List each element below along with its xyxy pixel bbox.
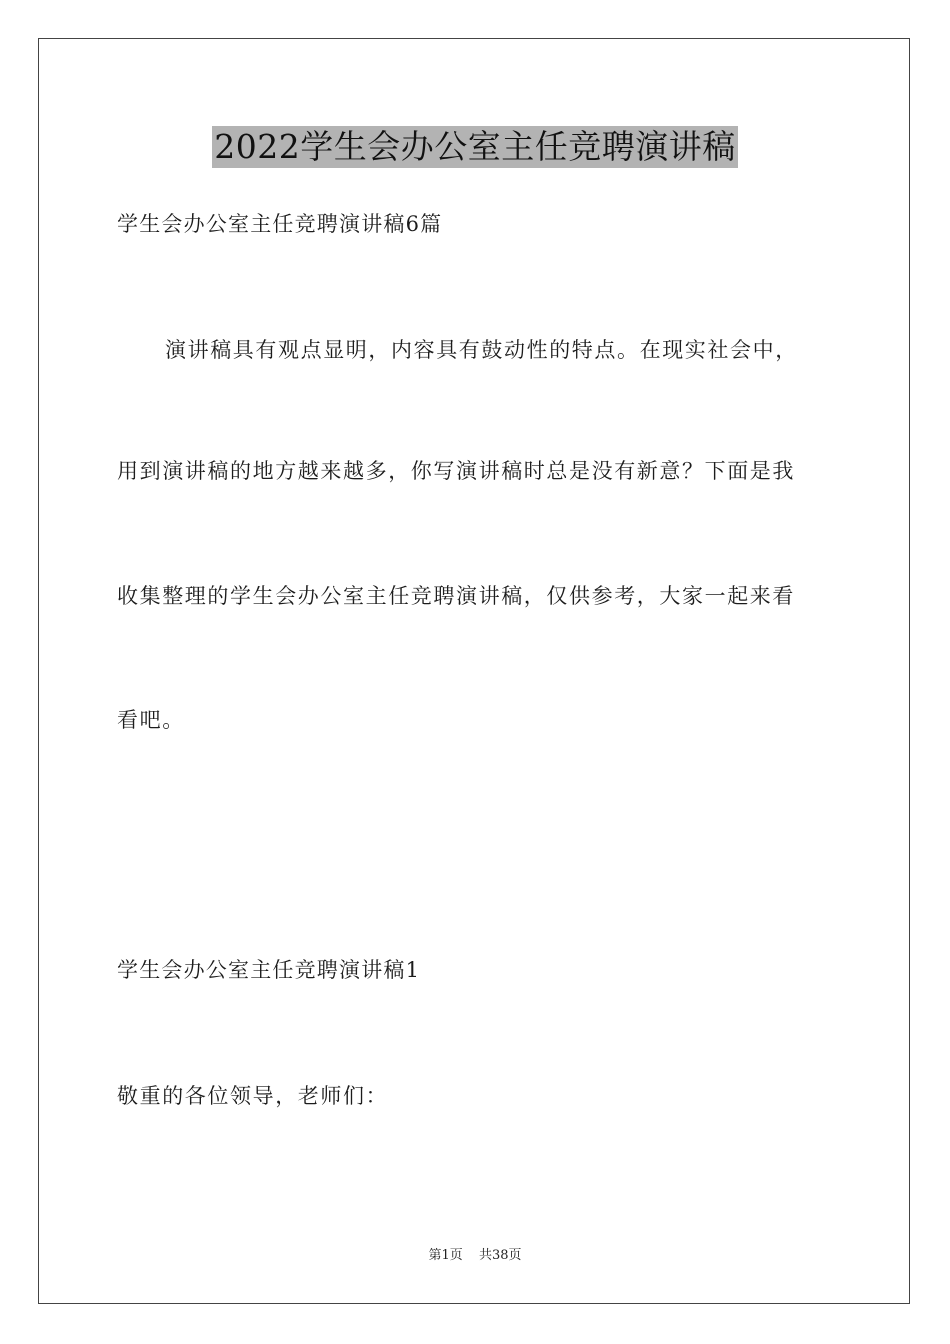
paragraph-line-1: 演讲稿具有观点显明，内容具有鼓动性的特点。在现实社会中， (165, 338, 798, 362)
document-subtitle: 学生会办公室主任竞聘演讲稿6篇 (117, 212, 443, 236)
page-number: 第1页 (428, 1248, 463, 1263)
section-heading: 学生会办公室主任竞聘演讲稿1 (117, 958, 421, 982)
paragraph-line-2: 用到演讲稿的地方越来越多，你写演讲稿时总是没有新意？下面是我 (117, 459, 795, 483)
document-title: 2022学生会办公室主任竞聘演讲稿 (214, 127, 736, 166)
greeting-line: 敬重的各位领导，老师们： (117, 1084, 389, 1108)
title-container (0, 126, 950, 168)
paragraph-line-3: 收集整理的学生会办公室主任竞聘演讲稿，仅供参考，大家一起来看 (117, 584, 795, 608)
page-footer (0, 1247, 950, 1265)
paragraph-line-4: 看吧。 (117, 708, 185, 732)
total-pages: 共38页 (478, 1248, 522, 1263)
